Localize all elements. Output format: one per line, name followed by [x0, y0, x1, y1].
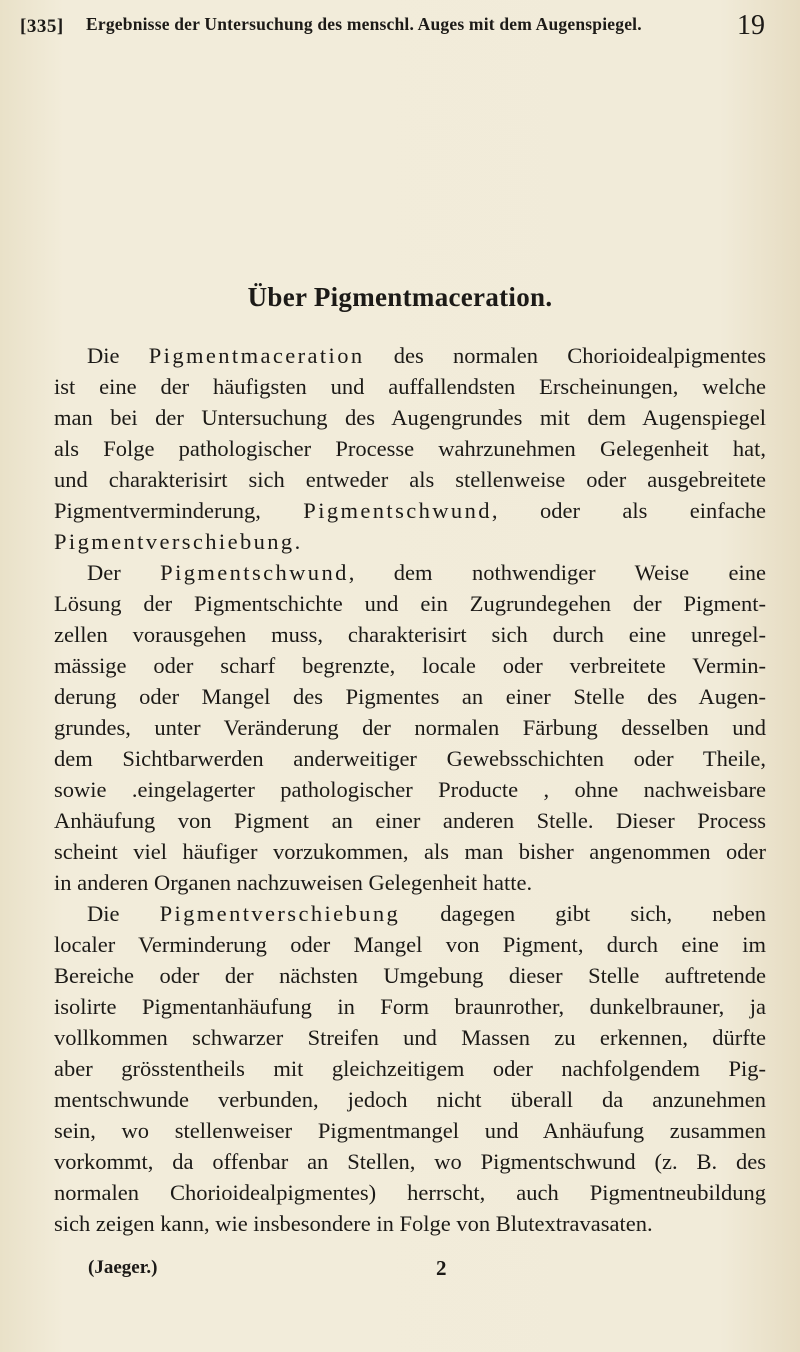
- text-run: vorkommt, da offenbar an Stellen, wo Pigmentschwund (z. B. des: [54, 1149, 766, 1174]
- text-line: [54, 371, 766, 402]
- text-line: [54, 774, 766, 805]
- text-line: [54, 1053, 766, 1084]
- text-line: [54, 1208, 766, 1239]
- text-line: [54, 619, 766, 650]
- section-title: Über Pigmentmaceration.: [247, 282, 553, 312]
- text-run: ist eine der häufigsten und auffallendsten Erscheinungen, welche: [54, 374, 766, 399]
- text-line: [54, 557, 766, 588]
- text-line: [54, 495, 766, 526]
- text-line: [54, 836, 766, 867]
- text-line: [54, 743, 766, 774]
- text-line: [54, 991, 766, 1022]
- text-run: derung oder Mangel des Pigmentes an einer Stelle des Augen-: [54, 684, 766, 709]
- body-text: [54, 340, 766, 1239]
- text-run: Bereiche oder der nächsten Umgebung dieser Stelle auftretende: [54, 963, 766, 988]
- text-run: sein, wo stellenweiser Pigmentmangel und Anhäufung zusammen: [54, 1118, 766, 1143]
- text-line: [54, 588, 766, 619]
- text-run: normalen Chorioidealpigmentes) herrscht, auch Pigmentneubildung: [54, 1180, 766, 1205]
- text-line: [54, 433, 766, 464]
- text-line: [54, 526, 766, 557]
- spaced-term: Pigmentverschiebung: [159, 901, 401, 926]
- text-run: zellen vorausgehen muss, charakterisirt sich durch eine unregel-: [54, 622, 766, 647]
- text-line: [54, 960, 766, 991]
- text-line: [54, 805, 766, 836]
- text-run: Die: [87, 901, 160, 926]
- text-line: [54, 650, 766, 681]
- text-run: Die: [87, 343, 149, 368]
- text-run: mentschwunde verbunden, jedoch nicht überall da anzunehmen: [54, 1087, 766, 1112]
- text-line: [54, 712, 766, 743]
- text-line: [54, 898, 766, 929]
- text-run: als Folge pathologischer Processe wahrzunehmen Gelegenheit hat,: [54, 436, 766, 461]
- text-line: [54, 1115, 766, 1146]
- text-run: Pigmentverminderung,: [54, 498, 304, 523]
- text-run: dagegen gibt sich, neben: [400, 901, 766, 926]
- text-line: [54, 1146, 766, 1177]
- text-run: .: [294, 529, 301, 554]
- text-run: und charakterisirt sich entweder als stellenweise oder ausgebreitete: [54, 467, 766, 492]
- text-line: [54, 1177, 766, 1208]
- text-line: [54, 1022, 766, 1053]
- text-run: vollkommen schwarzer Streifen und Massen zu erkennen, dürfte: [54, 1025, 766, 1050]
- text-run: Der: [87, 560, 161, 585]
- page-number: 19: [737, 10, 765, 41]
- text-run: des normalen Chorioidealpigmentes: [364, 343, 766, 368]
- text-line: [54, 464, 766, 495]
- spaced-term: Pigmentschwund: [303, 498, 492, 523]
- text-run: in anderen Organen nachzuweisen Gelegenheit hatte.: [54, 870, 533, 895]
- text-line: [54, 867, 766, 898]
- text-run: sowie .eingelagerter pathologischer Producte , ohne nachweisbare: [54, 777, 766, 802]
- spaced-term: Pigmentmaceration: [148, 343, 365, 368]
- text-run: Lösung der Pigmentschichte und ein Zugrundegehen der Pigment-: [54, 591, 766, 616]
- text-line: [54, 1084, 766, 1115]
- running-header: [20, 10, 765, 44]
- text-line: [54, 681, 766, 712]
- text-line: [54, 402, 766, 433]
- text-line: [54, 340, 766, 371]
- text-run: sich zeigen kann, wie insbesondere in Folge von Blutextravasaten.: [54, 1211, 653, 1236]
- text-run: isolirte Pigmentanhäufung in Form braunrother, dunkelbrauner, ja: [54, 994, 766, 1019]
- text-run: aber grösstentheils mit gleichzeitigem oder nachfolgendem Pig-: [54, 1056, 766, 1081]
- footer-signature: (Jaeger.): [88, 1257, 158, 1278]
- sheet-number: 2: [436, 1256, 447, 1280]
- text-run: dem Sichtbarwerden anderweitiger Gewebsschichten oder Theile,: [54, 746, 766, 771]
- text-run: mässige oder scharf begrenzte, locale oder verbreitete Vermin-: [54, 653, 766, 678]
- spaced-term: Pigmentverschiebung: [54, 529, 295, 554]
- text-line: [54, 929, 766, 960]
- text-run: localer Verminderung oder Mangel von Pigment, durch eine im: [54, 932, 766, 957]
- spaced-term: Pigmentschwund: [160, 560, 349, 585]
- text-run: man bei der Untersuchung des Augengrundes mit dem Augenspiegel: [54, 405, 766, 430]
- bracketed-page-reference: [335]: [20, 16, 64, 37]
- text-run: grundes, unter Veränderung der normalen Färbung desselben und: [54, 715, 766, 740]
- text-run: scheint viel häufiger vorzukommen, als man bisher angenommen oder: [54, 839, 766, 864]
- text-run: Anhäufung von Pigment an einer anderen Stelle. Dieser Process: [54, 808, 766, 833]
- text-run: , oder als einfache: [491, 498, 766, 523]
- text-run: , dem nothwendiger Weise eine: [348, 560, 766, 585]
- running-header-title: Ergebnisse der Untersuchung des menschl. Auges mit dem Augenspiegel.: [86, 14, 642, 34]
